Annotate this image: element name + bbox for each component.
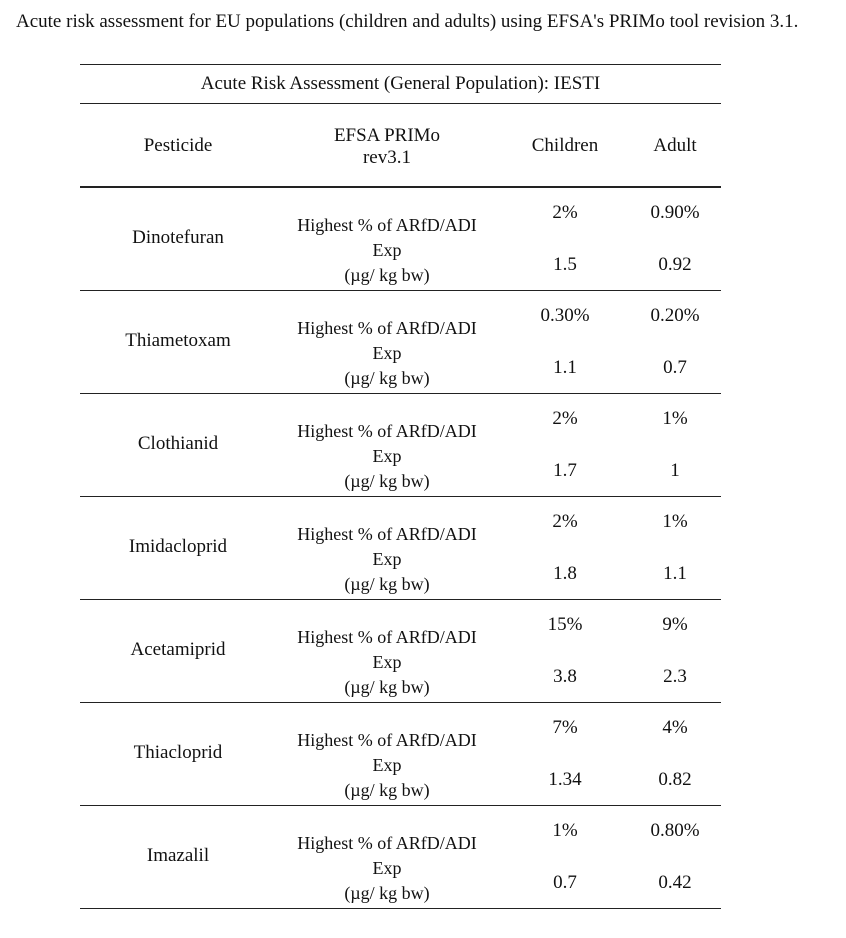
adult-percent: 0.80% bbox=[650, 820, 700, 841]
header-adult: Adult bbox=[653, 135, 697, 156]
metric-label bbox=[276, 522, 498, 597]
metric-line3: (µg/ kg bw) bbox=[344, 574, 430, 594]
adult-percent: 0.20% bbox=[650, 305, 700, 326]
table-row bbox=[80, 394, 721, 496]
children-exposure: 1.5 bbox=[553, 254, 577, 275]
metric-label bbox=[276, 419, 498, 494]
adult-percent: 4% bbox=[662, 717, 688, 738]
metric-line1: Highest % of ARfD/ADI bbox=[297, 730, 477, 750]
adult-percent: 0.90% bbox=[650, 202, 700, 223]
metric-line3: (µg/ kg bw) bbox=[344, 368, 430, 388]
metric-line3: (µg/ kg bw) bbox=[344, 471, 430, 491]
children-percent: 2% bbox=[552, 511, 578, 532]
pesticide-name: Clothianid bbox=[137, 433, 219, 454]
risk-table bbox=[80, 64, 721, 909]
metric-line2: Exp bbox=[372, 446, 402, 466]
adult-percent: 9% bbox=[662, 614, 688, 635]
children-percent: 7% bbox=[552, 717, 578, 738]
children-percent: 15% bbox=[547, 614, 583, 635]
pesticide-name: Thiametoxam bbox=[125, 330, 231, 351]
children-exposure: 1.8 bbox=[553, 563, 577, 584]
adult-exposure: 1.1 bbox=[663, 563, 687, 584]
pesticide-name: Imazalil bbox=[146, 845, 210, 866]
header-primo-line2: rev3.1 bbox=[362, 147, 411, 168]
table-row bbox=[80, 600, 721, 702]
children-percent: 2% bbox=[552, 408, 578, 429]
adult-exposure: 0.7 bbox=[663, 357, 687, 378]
metric-label bbox=[276, 728, 498, 803]
metric-line2: Exp bbox=[372, 549, 402, 569]
children-percent: 2% bbox=[552, 202, 578, 223]
adult-exposure: 0.42 bbox=[658, 872, 692, 893]
children-exposure: 1.34 bbox=[548, 769, 582, 790]
children-exposure: 1.1 bbox=[553, 357, 577, 378]
header-pesticide: Pesticide bbox=[143, 135, 213, 156]
adult-percent: 1% bbox=[662, 408, 688, 429]
pesticide-name: Thiacloprid bbox=[133, 742, 223, 763]
metric-line2: Exp bbox=[372, 858, 402, 878]
children-exposure: 1.7 bbox=[553, 460, 577, 481]
metric-line1: Highest % of ARfD/ADI bbox=[297, 833, 477, 853]
metric-line1: Highest % of ARfD/ADI bbox=[297, 215, 477, 235]
metric-line2: Exp bbox=[372, 240, 402, 260]
table-row bbox=[80, 806, 721, 908]
table-title: Acute Risk Assessment (General Population): IESTI bbox=[200, 73, 601, 94]
metric-line1: Highest % of ARfD/ADI bbox=[297, 627, 477, 647]
table-row bbox=[80, 703, 721, 805]
children-exposure: 3.8 bbox=[553, 666, 577, 687]
pesticide-name: Acetamiprid bbox=[130, 639, 226, 660]
metric-line1: Highest % of ARfD/ADI bbox=[297, 318, 477, 338]
metric-label bbox=[276, 316, 498, 391]
adult-exposure: 0.92 bbox=[658, 254, 692, 275]
header-primo-line1: EFSA PRIMo bbox=[333, 125, 441, 146]
header-primo bbox=[276, 125, 498, 169]
children-exposure: 0.7 bbox=[553, 872, 577, 893]
metric-line2: Exp bbox=[372, 755, 402, 775]
metric-label bbox=[276, 213, 498, 288]
metric-line3: (µg/ kg bw) bbox=[344, 780, 430, 800]
metric-line1: Highest % of ARfD/ADI bbox=[297, 421, 477, 441]
adult-exposure: 0.82 bbox=[658, 769, 692, 790]
metric-line3: (µg/ kg bw) bbox=[344, 883, 430, 903]
children-percent: 0.30% bbox=[540, 305, 590, 326]
adult-exposure: 2.3 bbox=[663, 666, 687, 687]
metric-label bbox=[276, 831, 498, 906]
adult-percent: 1% bbox=[662, 511, 688, 532]
table-body bbox=[80, 188, 721, 909]
table-row bbox=[80, 188, 721, 290]
table-row bbox=[80, 497, 721, 599]
table-caption: Acute risk assessment for EU populations (children and adults) using EFSA's PRIMo tool revision 3.1. bbox=[16, 11, 799, 32]
table-row bbox=[80, 291, 721, 393]
children-percent: 1% bbox=[552, 820, 578, 841]
table-header bbox=[80, 104, 721, 186]
metric-line1: Highest % of ARfD/ADI bbox=[297, 524, 477, 544]
row-rule bbox=[80, 908, 721, 909]
metric-line3: (µg/ kg bw) bbox=[344, 677, 430, 697]
metric-line2: Exp bbox=[372, 343, 402, 363]
metric-line2: Exp bbox=[372, 652, 402, 672]
metric-line3: (µg/ kg bw) bbox=[344, 265, 430, 285]
metric-label bbox=[276, 625, 498, 700]
adult-exposure: 1 bbox=[670, 460, 680, 481]
header-children: Children bbox=[531, 135, 599, 156]
pesticide-name: Dinotefuran bbox=[132, 227, 224, 248]
pesticide-name: Imidacloprid bbox=[128, 536, 228, 557]
